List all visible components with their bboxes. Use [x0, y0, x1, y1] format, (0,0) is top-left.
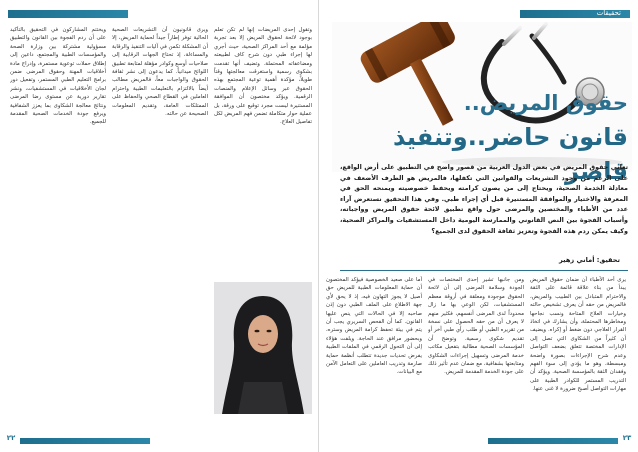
- section-tag: تحقيقات: [596, 9, 621, 17]
- portrait-caption: [224, 404, 304, 412]
- byline: تحقيق: أماني زهير: [559, 256, 620, 264]
- article-title-line1: حقوق المريض..: [463, 91, 628, 115]
- column-text: ويرى قانونيون أن التشريعات الصحية الحالية توفر إطاراً جيداً لحماية المريض، إلا أن المشكلة تكمن في آليات التنفيذ والرقابة والمساءلة، إذ تحتاج الجهات الرقابية إلى صلاحيات أوسع وكوادر مؤهلة لمتابعة تطبيق اللوائح ميدانياً. كما يدعون إلى نشر ثقافة الحقوق والواجبات معاً، فالمريض مطالب أيضاً بالالتزام بالتعليمات الطبية واحترام العاملين في القطاع الصحي والحفاظ على الممتلكات العامة، وتقديم المعلومات الصحيحة عن حالته.: [112, 27, 208, 118]
- page-fold: [318, 0, 319, 452]
- right-page-column-3: [326, 276, 422, 430]
- portrait-illustration: [214, 282, 312, 414]
- right-page-column-2: [428, 276, 524, 430]
- column-text: وتقول إحدى المريضات إنها لم تكن تعلم بوجود لائحة لحقوق المريض إلا بعد تجربة مؤلمة مع أحد المراكز الصحية، حيث أجري لها إجراء طبي دون شرح كاف لطبيعته ومضاعفاته المحتملة. وتضيف أنها تقدمت بشكوى رسمية واستغرقت معالجتها وقتاً طويلاً، مؤكدة أهمية توعية المجتمع بهذه الحقوق عبر وسائل الإعلام والمنصات الرقمية. ويؤكد مختصون أن الموافقة المستنيرة ليست مجرد توقيع على ورقة، بل عملية حوار متكاملة تضمن فهم المريض لكل تفاصيل العلاج.: [214, 27, 312, 126]
- left-page-column-1: [214, 26, 312, 276]
- lead-divider: [340, 270, 628, 271]
- column-text: يرى أحد الأطباء أن ضمان حقوق المريض يبدأ من بناء علاقة قائمة على الثقة والاحترام المتبادل بين الطبيب والمريض، فالمريض من حقه أن يعرف تشخيص حالته وخيارات العلاج المتاحة ونسب نجاحها ومخاطرها المحتملة، وأن يشارك في اتخاذ القرار العلاجي دون ضغط أو إكراه. ويضيف أن كثيراً من الشكاوى التي تصل إلى الإدارات المختصة تتعلق بضعف التواصل وعدم شرح الإجراءات بصورة واضحة ومبسطة، وهو ما يؤدي إلى سوء الفهم وفقدان الثقة بالمؤسسة الصحية. ويؤكد أن التدريب المستمر للكوادر الطبية على مهارات التواصل أصبح ضرورة لا غنى عنها.: [530, 277, 626, 393]
- lead-paragraph: تعاني حقوق المريض في بعض الدول العربية من قصور واضح في التطبيق على أرض الواقع، على الرغم من وجود التشريعات والقوانين التي تكفلها، فالمريض هو الطرف الأضعف في معادلة الخدمة الصحية، ويحتاج إلى من يصون كرامته ويحفظ خصوصيته ويمنحه الحق في المعرفة والاختيار والموافقة المستنيرة قبل أي إجراء طبي. وفي هذا التحقيق نستعرض آراء عدد من الأطباء والمختصين والمرضى حول واقع تطبيق لائحة حقوق المريض وواجباته، وأسباب الفجوة بين النص القانوني والممارسة اليومية داخل المستشفيات والمراكز الصحية، وكيف يمكن ردم هذه الفجوة وتعزيز ثقافة الحقوق لدى الجميع؟: [340, 163, 628, 235]
- header-band-left: [8, 10, 128, 18]
- left-page-column-3: [10, 26, 106, 430]
- right-page-column-1: [530, 276, 626, 430]
- column-text: ومن جانبها تشير إحدى المختصات في الجودة وسلامة المرضى إلى أن لائحة الحقوق موجودة ومعلقة في أروقة معظم المستشفيات، لكن الوعي بها ما زال محدوداً لدى المرضى أنفسهم، فكثير منهم لا يعرف أن من حقه الحصول على نسخة من تقريره الطبي أو طلب رأي طبي آخر أو تقديم شكوى رسمية. وتوضح أن المؤسسات الصحية مطالبة بتفعيل مكاتب خدمة المرضى وتسهيل إجراءات الشكاوى ومتابعتها بشفافية، مع ضمان عدم تأثير ذلك على جودة الخدمة المقدمة للمريض.: [428, 277, 524, 376]
- page-number-left: ٢٢: [6, 434, 16, 442]
- column-text: ويختتم المشاركون في التحقيق بالتأكيد على أن ردم الفجوة بين القانون والتطبيق مسؤولية مشتركة بين وزارة الصحة والمؤسسات الطبية والمجتمع، داعين إلى إطلاق حملات توعوية مستمرة، وإدراج مادة أخلاقيات المهنة وحقوق المرضى ضمن برامج التعليم الطبي المستمر، وتفعيل دور لجان الأخلاقيات في المستشفيات، ونشر تقارير دورية عن مستوى رضا المرضى ونتائج معالجة الشكاوى بما يعزز الشفافية ويرفع جودة الخدمات الصحية المقدمة للجميع.: [10, 27, 106, 126]
- interviewee-portrait: [214, 282, 312, 414]
- column-text: أما على صعيد الخصوصية فيؤكد المختصون أن حماية المعلومات الطبية للمريض حق أصيل لا يجوز التهاون فيه، إذ لا يحق لأي جهة الاطلاع على الملف الطبي دون إذن صاحبه إلا في الحالات التي ينص عليها القانون. كما أن الفحص السريري يجب أن يتم في بيئة تحفظ كرامة المريض وستره، وبحضور مرافق عند الحاجة. ويلفت هؤلاء إلى أن التحول الرقمي في الملفات الطبية يفرض تحديات جديدة تتطلب أنظمة حماية صارمة وتدريب العاملين على التعامل الآمن مع البيانات.: [326, 277, 422, 376]
- footer-band-left: [20, 438, 150, 444]
- page-number-right: ٢٣: [622, 434, 632, 442]
- footer-band-right: [488, 438, 618, 444]
- article-title-line2: قانون حاضر..وتنفيذ قاصر: [393, 123, 628, 185]
- left-page-column-2: [112, 26, 208, 430]
